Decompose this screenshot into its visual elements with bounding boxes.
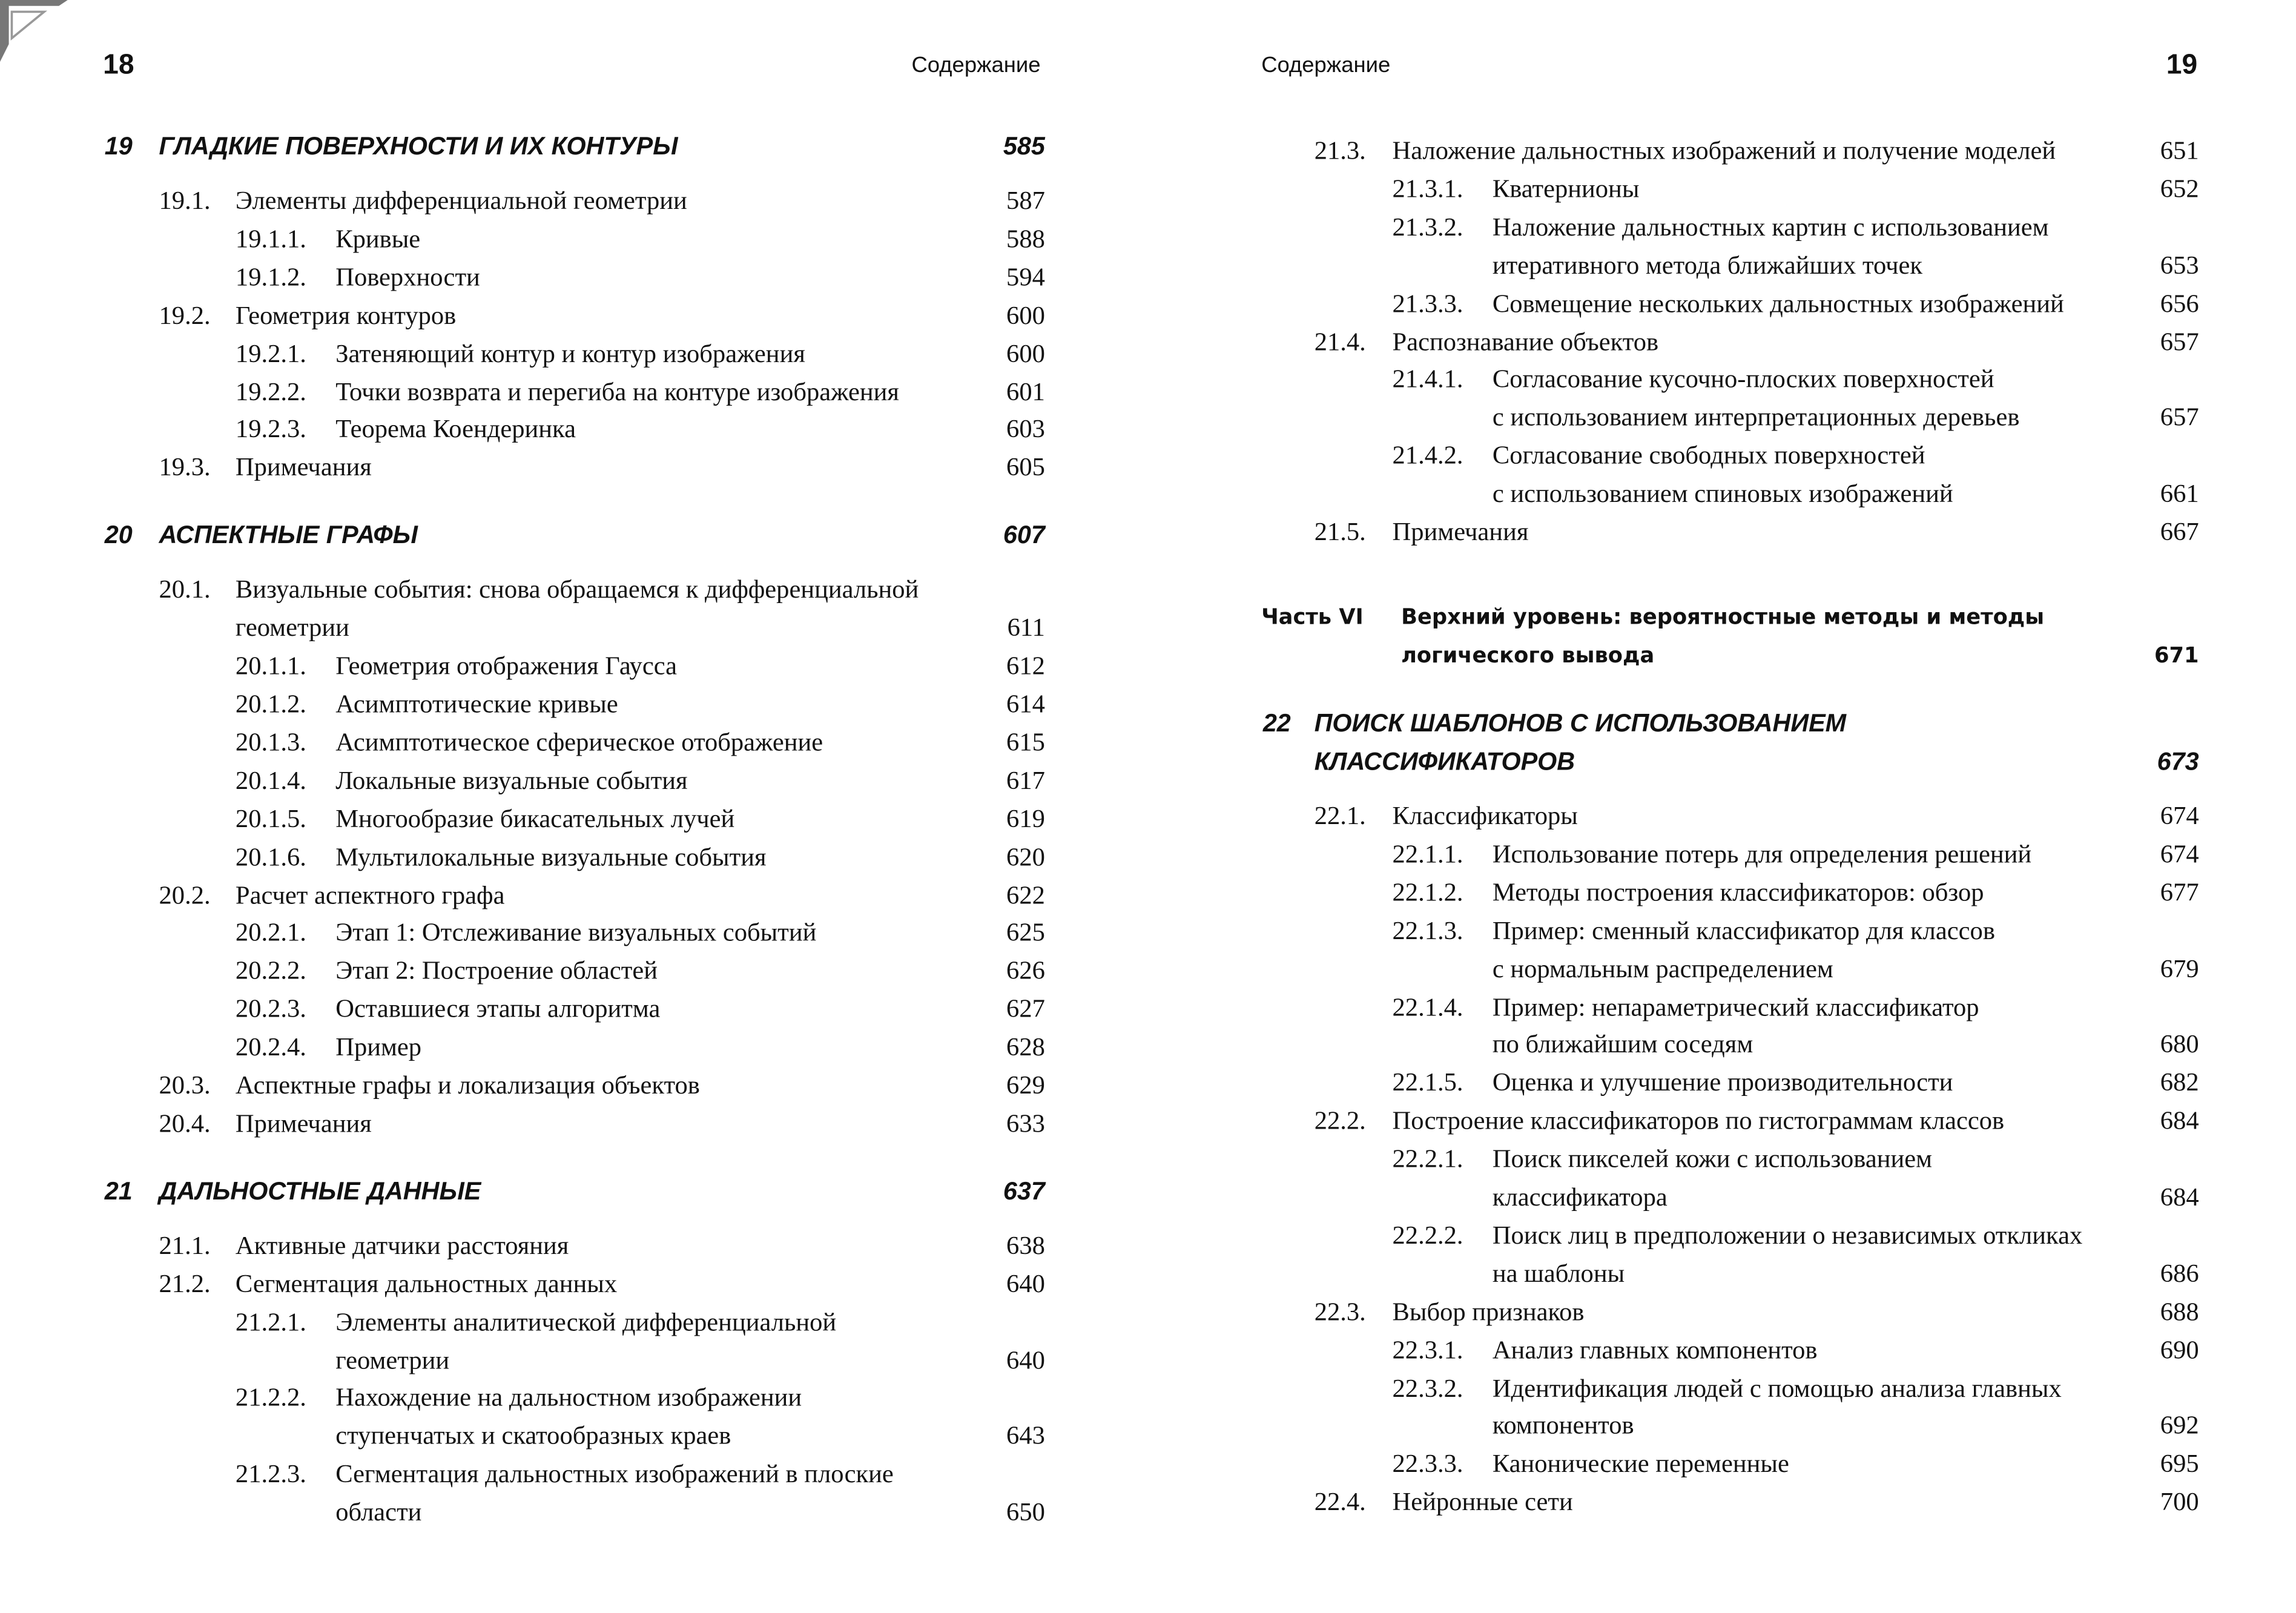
toc-title	[133, 517, 957, 555]
toc-title	[236, 449, 963, 487]
toc-page-number: 674	[2160, 839, 2199, 868]
toc-title-line: Этап 1: Отслеживание визуальных событий	[335, 917, 817, 947]
toc-number: 19.1.	[159, 185, 211, 215]
toc-number: 22.2.1.	[1392, 1144, 1463, 1173]
toc-title-line: Точки возврата и перегиба на контуре изображения	[335, 376, 899, 406]
toc-entry	[1261, 1370, 2199, 1446]
toc-title	[335, 1456, 963, 1532]
toc-number: 20.2.	[159, 879, 211, 909]
toc-page-number: 671	[2154, 644, 2199, 668]
toc-page-number: 652	[2160, 173, 2199, 203]
toc-title-line: ГЛАДКИЕ ПОВЕРХНОСТИ И ИХ КОНТУРЫ	[159, 132, 678, 160]
toc-title	[236, 877, 963, 915]
toc-number: 21.4.	[1314, 326, 1366, 356]
toc-title	[335, 686, 963, 724]
toc-page-number: 615	[1006, 727, 1045, 757]
toc-entry	[1261, 1331, 2199, 1370]
toc-title	[1493, 836, 2117, 874]
toc-title-line: Идентификация людей с помощью анализа главных	[1492, 1372, 2062, 1402]
toc-number: 19.2.	[159, 300, 211, 329]
toc-title-line: Асимптотическое сферическое отображение	[335, 727, 823, 757]
toc-title-line: геометрии	[335, 1344, 450, 1374]
toc-title	[1393, 1293, 2117, 1331]
toc-entry	[1261, 1293, 2199, 1331]
toc-page-number: 653	[2160, 249, 2199, 280]
toc-title-line: Теорема Коендеринка	[335, 414, 576, 444]
toc-page-number: 601	[1006, 376, 1045, 406]
toc-title-line: Расчет аспектного графа	[235, 879, 505, 909]
toc-title	[1393, 323, 2117, 361]
toc-page-number: 651	[2160, 135, 2199, 165]
toc-title	[1493, 438, 2117, 514]
toc-number: 19.3.	[159, 452, 211, 482]
toc-number: 21.4.2.	[1392, 440, 1463, 470]
toc-entry	[103, 297, 1045, 335]
toc-title-line: Наложение дальностных картин с использованием	[1492, 211, 2049, 242]
toc-title-line: Классификаторы	[1392, 800, 1578, 830]
toc-page-number: 667	[2160, 516, 2199, 546]
toc-title-line: с использованием интерпретационных деревьев	[1492, 402, 2020, 432]
toc-page-number: 585	[1003, 132, 1045, 160]
toc-entry	[1261, 514, 2199, 552]
toc-page-number: 674	[2160, 800, 2199, 830]
toc-title	[236, 1105, 963, 1143]
toc-title	[1393, 514, 2117, 552]
toc-title	[236, 1227, 963, 1265]
toc-number: 22.1.4.	[1392, 991, 1463, 1021]
toc-title	[236, 1067, 963, 1105]
toc-page-number: 587	[1006, 185, 1045, 215]
toc-number: 20.1.4.	[235, 765, 306, 795]
toc-title-line: итеративного метода ближайших точек	[1492, 249, 1923, 280]
toc-page-number: 695	[2160, 1448, 2199, 1479]
toc-title-line: Выбор признаков	[1392, 1296, 1585, 1326]
toc-title-line: Этап 2: Построение областей	[335, 955, 658, 985]
toc-title-line: Пример: непараметрический классификатор	[1492, 991, 1979, 1021]
toc-page-number: 619	[1006, 803, 1045, 833]
toc-page-number: 640	[1006, 1344, 1045, 1374]
toc-title	[1493, 1446, 2117, 1484]
toc-entry	[103, 724, 1045, 762]
toc-title	[335, 991, 963, 1029]
toc-entry	[103, 411, 1045, 449]
toc-title-line: Элементы аналитической дифференциальной	[335, 1306, 837, 1336]
left-page-number: 18	[103, 50, 134, 81]
toc-entry	[103, 1067, 1045, 1105]
toc-page-number: 626	[1006, 955, 1045, 985]
toc-entry	[1261, 285, 2199, 323]
toc-title-line: Многообразие бикасательных лучей	[335, 803, 735, 833]
toc-chapter-heading	[1261, 705, 2199, 781]
toc-page-number: 640	[1006, 1268, 1045, 1298]
toc-page-number: 657	[2160, 402, 2199, 432]
toc-page-number: 692	[2160, 1410, 2199, 1440]
toc-title-line: Сегментация дальностных данных	[235, 1268, 618, 1298]
toc-title-line: АСПЕКТНЫЕ ГРАФЫ	[159, 521, 418, 550]
toc-number: 22.1.1.	[1392, 839, 1463, 868]
toc-title-line: Анализ главных компонентов	[1492, 1334, 1818, 1364]
toc-title-line: Примечания	[235, 1108, 372, 1138]
toc-entry	[103, 1105, 1045, 1143]
toc-page-number: 688	[2160, 1296, 2199, 1326]
toc-title-line: Визуальные события: снова обращаемся к дифференциальной	[235, 574, 919, 604]
toc-title-line: с использованием спиновых изображений	[1492, 478, 1953, 509]
toc-title-line: Поиск лиц в предположении о независимых откликах	[1492, 1219, 2083, 1250]
toc-title-line: Канонические переменные	[1492, 1448, 1789, 1479]
toc-title	[236, 297, 963, 335]
toc-chapter-heading	[103, 128, 1045, 166]
toc-title-line: Согласование свободных поверхностей	[1492, 440, 1925, 470]
toc-page-number: 603	[1006, 414, 1045, 444]
toc-number: 22.3.3.	[1392, 1448, 1463, 1479]
toc-title-line: на шаблоны	[1492, 1258, 1625, 1288]
toc-entry	[103, 259, 1045, 297]
toc-title	[335, 220, 963, 259]
toc-page-number: 617	[1006, 765, 1045, 795]
toc-number: 22.3.	[1314, 1296, 1366, 1326]
toc-title-line: Наложение дальностных изображений и получение моделей	[1392, 135, 2056, 165]
toc-number: 20.4.	[159, 1108, 211, 1138]
toc-entry	[1261, 912, 2199, 988]
toc-entry	[1261, 438, 2199, 514]
toc-entry	[1261, 1064, 2199, 1103]
toc-number: 22.2.	[1314, 1106, 1366, 1135]
toc-page-number: 643	[1006, 1420, 1045, 1451]
toc-number: 21.5.	[1314, 516, 1366, 546]
toc-entry	[1261, 1484, 2199, 1522]
toc-title-line: Геометрия контуров	[235, 300, 457, 329]
toc-title	[1401, 599, 2111, 675]
toc-title	[1393, 1484, 2117, 1522]
toc-page-number: 673	[2157, 747, 2199, 776]
toc-page-number: 607	[1003, 521, 1045, 550]
toc-title	[335, 648, 963, 686]
toc-number: 19	[104, 132, 133, 160]
toc-title	[1493, 1331, 2117, 1370]
toc-title	[1493, 361, 2117, 438]
toc-title-line: Кривые	[335, 223, 421, 253]
toc-page-number: 700	[2160, 1486, 2199, 1517]
toc-page-number: 637	[1003, 1177, 1045, 1206]
right-running-head: Содержание	[1261, 53, 1391, 78]
toc-entry	[103, 686, 1045, 724]
toc-page-number: 686	[2160, 1258, 2199, 1288]
toc-title-line: Нахождение на дальностном изображении	[335, 1382, 802, 1413]
toc-entry	[103, 182, 1045, 220]
toc-number: 21.1.	[159, 1230, 211, 1260]
toc-page-number: 600	[1006, 338, 1045, 368]
toc-title	[1393, 797, 2117, 836]
toc-title-line: геометрии	[235, 612, 349, 642]
toc-entry	[103, 952, 1045, 991]
toc-number: 22.3.2.	[1392, 1372, 1463, 1402]
toc-number: 22.2.2.	[1392, 1219, 1463, 1250]
toc-title	[236, 572, 963, 648]
toc-title-line: Оценка и улучшение производительности	[1492, 1067, 1953, 1097]
toc-number: 20	[104, 521, 133, 550]
toc-title-line: Методы построения классификаторов: обзор	[1492, 877, 1984, 906]
toc-title	[1493, 1064, 2117, 1103]
toc-page-number: 657	[2160, 326, 2199, 356]
toc-entry	[1261, 1141, 2199, 1217]
toc-number: 22.1.	[1314, 800, 1366, 830]
toc-title	[1393, 133, 2117, 171]
toc-title	[335, 800, 963, 839]
toc-title-line: Примечания	[235, 452, 372, 482]
toc-entry	[1261, 988, 2199, 1064]
toc-title	[236, 1265, 963, 1304]
toc-title	[1493, 912, 2117, 988]
toc-title	[335, 335, 963, 373]
left-toc	[103, 128, 1045, 1532]
toc-entry	[1261, 1103, 2199, 1141]
toc-number: 20.1.6.	[235, 841, 306, 871]
toc-title	[1493, 171, 2117, 209]
left-running-head: Содержание	[911, 53, 1041, 78]
toc-title	[1493, 988, 2117, 1064]
toc-title-line: по ближайшим соседям	[1492, 1029, 1753, 1059]
toc-entry	[103, 1456, 1045, 1532]
toc-title	[133, 1173, 957, 1211]
toc-page-number: 661	[2160, 478, 2199, 509]
toc-title	[335, 762, 963, 800]
toc-page-number: 690	[2160, 1334, 2199, 1364]
toc-page-number: 628	[1006, 1032, 1045, 1061]
toc-page-number: 680	[2160, 1029, 2199, 1059]
toc-number: 19.1.1.	[235, 223, 306, 253]
toc-title-line: классификатора	[1492, 1182, 1668, 1212]
toc-title-line: ДАЛЬНОСТНЫЕ ДАННЫЕ	[159, 1177, 481, 1206]
toc-title	[1493, 874, 2117, 912]
toc-title	[335, 1380, 963, 1456]
toc-title	[1393, 1103, 2117, 1141]
toc-entry	[103, 373, 1045, 411]
toc-title-line: Поиск пикселей кожи с использованием	[1492, 1144, 1933, 1173]
toc-number: 20.1.2.	[235, 688, 306, 719]
toc-title-line: Построение классификаторов по гистограммам классов	[1392, 1106, 2005, 1135]
toc-title-line: Сегментация дальностных изображений в плоские	[335, 1459, 894, 1489]
right-toc	[1261, 133, 2199, 1522]
toc-title-line: Нейронные сети	[1392, 1486, 1573, 1517]
toc-title-line: ПОИСК ШАБЛОНОВ С ИСПОЛЬЗОВАНИЕМ	[1314, 709, 1847, 737]
toc-title	[236, 182, 963, 220]
toc-entry	[103, 1227, 1045, 1265]
toc-page-number: 629	[1006, 1070, 1045, 1100]
toc-number: 20.3.	[159, 1070, 211, 1100]
toc-number: 20.1.	[159, 574, 211, 604]
toc-entry	[103, 572, 1045, 648]
toc-page-number: 627	[1006, 994, 1045, 1023]
right-page-number: 19	[2166, 50, 2198, 81]
toc-number: 21.3.1.	[1392, 173, 1463, 203]
toc-entry	[103, 762, 1045, 800]
toc-number: 22.3.1.	[1392, 1334, 1463, 1364]
toc-entry	[103, 1029, 1045, 1067]
toc-number: 21.4.1.	[1392, 364, 1463, 394]
toc-number: 22	[1262, 709, 1291, 737]
toc-number: 21.2.3.	[235, 1459, 306, 1489]
toc-entry	[103, 800, 1045, 839]
toc-title-line: Асимптотические кривые	[335, 688, 618, 719]
toc-title	[335, 724, 963, 762]
toc-title-line: Локальные визуальные события	[335, 765, 688, 795]
toc-title	[1493, 209, 2117, 285]
toc-title	[1291, 705, 2111, 781]
toc-entry	[103, 991, 1045, 1029]
toc-title-line: Аспектные графы и локализация объектов	[235, 1070, 700, 1100]
toc-entry	[1261, 1217, 2199, 1293]
toc-title-line: Совмещение нескольких дальностных изображений	[1492, 288, 2064, 318]
toc-entry	[103, 839, 1045, 877]
toc-title-line: логического вывода	[1401, 644, 1655, 668]
toc-page-number: 594	[1006, 262, 1045, 291]
toc-title-line: Поверхности	[335, 262, 480, 291]
toc-number: Часть VI	[1261, 606, 1364, 630]
toc-title	[1493, 1370, 2117, 1446]
toc-number: 19.1.2.	[235, 262, 306, 291]
toc-number: 20.1.5.	[235, 803, 306, 833]
toc-page-number: 611	[1007, 612, 1045, 642]
toc-chapter-heading	[103, 1173, 1045, 1211]
toc-number: 19.2.3.	[235, 414, 306, 444]
toc-title	[1493, 1217, 2117, 1293]
toc-number: 21.2.2.	[235, 1382, 306, 1413]
toc-title	[335, 952, 963, 991]
toc-page-number: 682	[2160, 1067, 2199, 1097]
toc-entry	[1261, 209, 2199, 285]
toc-number: 20.2.3.	[235, 994, 306, 1023]
toc-page-number: 677	[2160, 877, 2199, 906]
toc-number: 21.2.	[159, 1268, 211, 1298]
toc-page-number: 600	[1006, 300, 1045, 329]
corner-ornament-icon	[0, 0, 68, 62]
toc-page-number: 620	[1006, 841, 1045, 871]
toc-page-number: 650	[1006, 1497, 1045, 1527]
toc-title-line: Верхний уровень: вероятностные методы и методы	[1401, 606, 2045, 630]
toc-entry	[103, 877, 1045, 915]
toc-title-line: компонентов	[1492, 1410, 1634, 1440]
toc-number: 22.1.5.	[1392, 1067, 1463, 1097]
toc-chapter-heading	[103, 517, 1045, 555]
toc-number: 22.1.2.	[1392, 877, 1463, 906]
toc-title	[133, 128, 957, 166]
toc-title-line: Активные датчики расстояния	[235, 1230, 569, 1260]
toc-title-line: Мультилокальные визуальные события	[335, 841, 767, 871]
toc-page-number: 656	[2160, 288, 2199, 318]
toc-number: 22.1.3.	[1392, 915, 1463, 945]
toc-title-line: Элементы дифференциальной геометрии	[235, 185, 687, 215]
toc-part-heading	[1261, 599, 2199, 675]
toc-title-line: Пример	[335, 1032, 422, 1061]
toc-entry	[103, 915, 1045, 953]
toc-page-number: 612	[1006, 650, 1045, 681]
toc-page-number: 679	[2160, 953, 2199, 983]
toc-entry	[103, 1265, 1045, 1304]
toc-entry	[1261, 1446, 2199, 1484]
toc-page-number: 638	[1006, 1230, 1045, 1260]
toc-entry	[103, 449, 1045, 487]
toc-page-number: 684	[2160, 1182, 2199, 1212]
toc-entry	[103, 335, 1045, 373]
toc-number: 21.3.	[1314, 135, 1366, 165]
toc-page-number: 588	[1006, 223, 1045, 253]
toc-title	[335, 411, 963, 449]
toc-title	[1493, 285, 2117, 323]
toc-number: 22.4.	[1314, 1486, 1366, 1517]
toc-entry	[103, 220, 1045, 259]
toc-number: 19.2.2.	[235, 376, 306, 406]
toc-number: 19.2.1.	[235, 338, 306, 368]
toc-number: 20.2.1.	[235, 917, 306, 947]
toc-entry	[1261, 797, 2199, 836]
toc-number: 20.2.2.	[235, 955, 306, 985]
toc-number: 20.1.1.	[235, 650, 306, 681]
toc-title-line: Кватернионы	[1492, 173, 1640, 203]
toc-entry	[1261, 133, 2199, 171]
toc-number: 20.1.3.	[235, 727, 306, 757]
toc-page-number: 625	[1006, 917, 1045, 947]
toc-title-line: области	[335, 1497, 422, 1527]
toc-number: 21.2.1.	[235, 1306, 306, 1336]
toc-page-number: 622	[1006, 879, 1045, 909]
toc-page-number: 605	[1006, 452, 1045, 482]
toc-number: 21.3.3.	[1392, 288, 1463, 318]
toc-title-line: Примечания	[1392, 516, 1529, 546]
toc-title-line: Распознавание объектов	[1392, 326, 1659, 356]
toc-title	[335, 373, 963, 411]
toc-title-line: Затеняющий контур и контур изображения	[335, 338, 805, 368]
toc-title-line: Согласование кусочно-плоских поверхностей	[1492, 364, 1994, 394]
toc-title-line: Оставшиеся этапы алгоритма	[335, 994, 661, 1023]
toc-title-line: Геометрия отображения Гаусса	[335, 650, 678, 681]
toc-entry	[103, 648, 1045, 686]
toc-number: 21.3.2.	[1392, 211, 1463, 242]
toc-page-number: 684	[2160, 1106, 2199, 1135]
toc-title	[335, 1029, 963, 1067]
toc-entry	[1261, 836, 2199, 874]
toc-title-line: Использование потерь для определения решений	[1492, 839, 2032, 868]
toc-number: 20.2.4.	[235, 1032, 306, 1061]
toc-title-line: КЛАССИФИКАТОРОВ	[1314, 747, 1575, 776]
toc-entry	[103, 1304, 1045, 1380]
toc-title	[335, 915, 963, 953]
toc-title	[335, 259, 963, 297]
toc-page-number: 633	[1006, 1108, 1045, 1138]
toc-title	[335, 839, 963, 877]
toc-title	[335, 1304, 963, 1380]
toc-title-line: ступенчатых и скатообразных краев	[335, 1420, 731, 1451]
toc-title-line: Пример: сменный классификатор для классов	[1492, 915, 1995, 945]
toc-entry	[1261, 171, 2199, 209]
toc-entry	[103, 1380, 1045, 1456]
toc-entry	[1261, 323, 2199, 361]
toc-entry	[1261, 874, 2199, 912]
toc-title-line: с нормальным распределением	[1492, 953, 1833, 983]
toc-page-number: 614	[1006, 688, 1045, 719]
toc-number: 21	[104, 1177, 133, 1206]
toc-title	[1493, 1141, 2117, 1217]
toc-entry	[1261, 361, 2199, 438]
